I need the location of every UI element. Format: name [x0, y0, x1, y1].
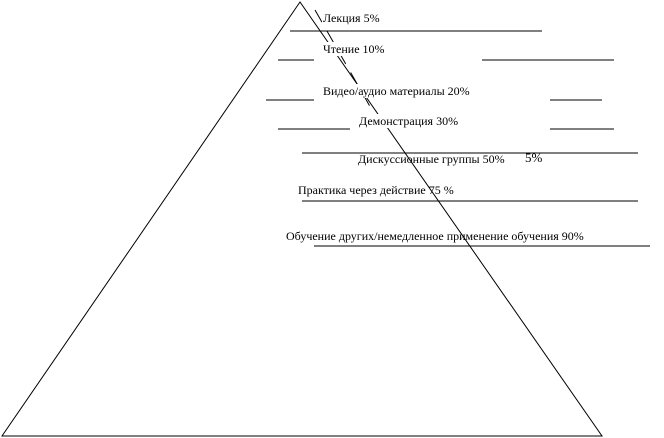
level-label-practice: Практика через действие 75 %: [298, 183, 454, 197]
stray-percent-label: 5%: [525, 150, 543, 165]
level-label-video: Видео/аудио материалы 20%: [323, 84, 470, 98]
level-label-teach: Обучение других/немедленное применение обучения 90%: [286, 229, 584, 243]
pyramid-triangle: [2, 2, 602, 436]
level-label-discuss: Дискуссионные группы 50%: [358, 152, 505, 166]
level-label-lecture: Лекция 5%: [323, 11, 380, 25]
level-label-demo: Демонстрация 30%: [359, 114, 459, 128]
level-label-reading: Чтение 10%: [323, 42, 385, 56]
